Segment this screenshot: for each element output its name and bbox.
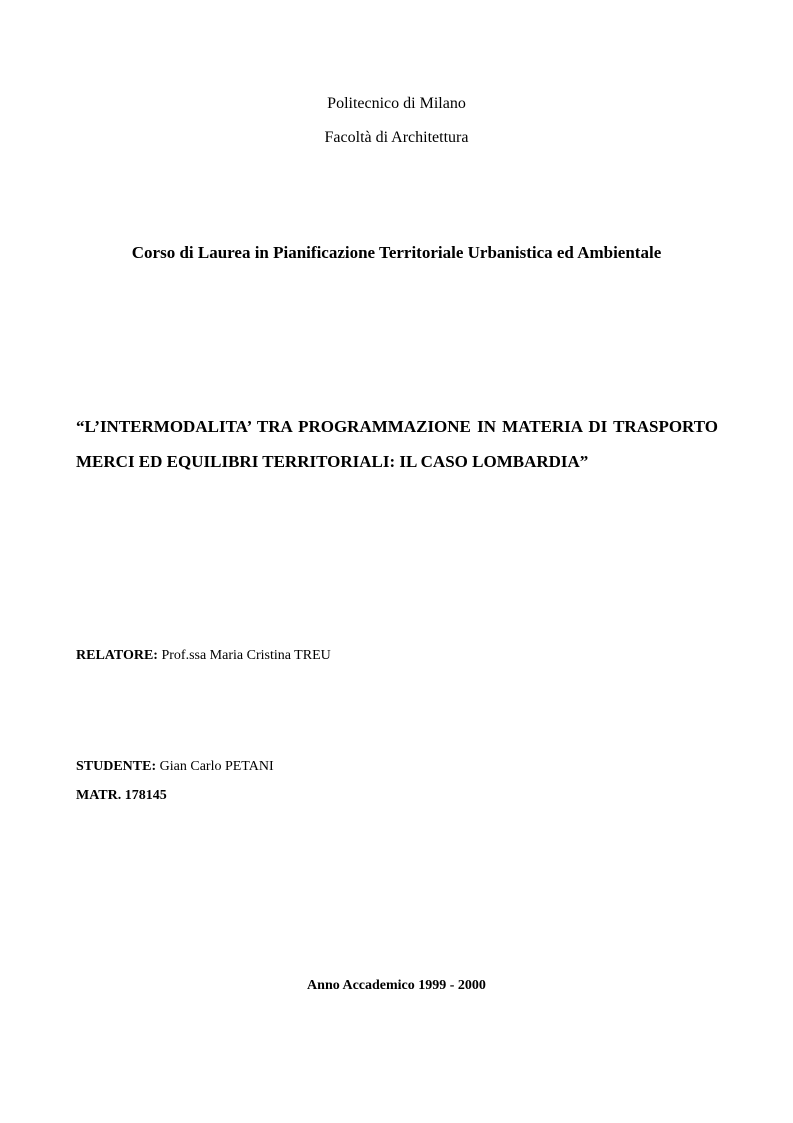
faculty-name: Facoltà di Architettura xyxy=(324,129,469,146)
studente-line xyxy=(76,759,274,775)
relatore-name: Prof.ssa Maria Cristina TREU xyxy=(161,648,331,663)
matricola: MATR. 178145 xyxy=(76,788,167,803)
course-title: Corso di Laurea in Pianificazione Territoriale Urbanistica ed Ambientale xyxy=(131,243,662,262)
university-name: Politecnico di Milano xyxy=(327,95,466,112)
thesis-title: “L’INTERMODALITA’ TRA PROGRAMMAZIONE IN MATERIA DI TRASPORTO MERCI ED EQUILIBRI TERRITORIALI: IL CASO LOMBARDIA” xyxy=(76,417,718,471)
studente-name: Gian Carlo PETANI xyxy=(159,759,274,774)
relatore-line xyxy=(76,648,331,664)
relatore-label: RELATORE: xyxy=(76,648,158,663)
studente-label: STUDENTE: xyxy=(76,759,157,774)
academic-year: Anno Accademico 1999 - 2000 xyxy=(307,978,486,993)
